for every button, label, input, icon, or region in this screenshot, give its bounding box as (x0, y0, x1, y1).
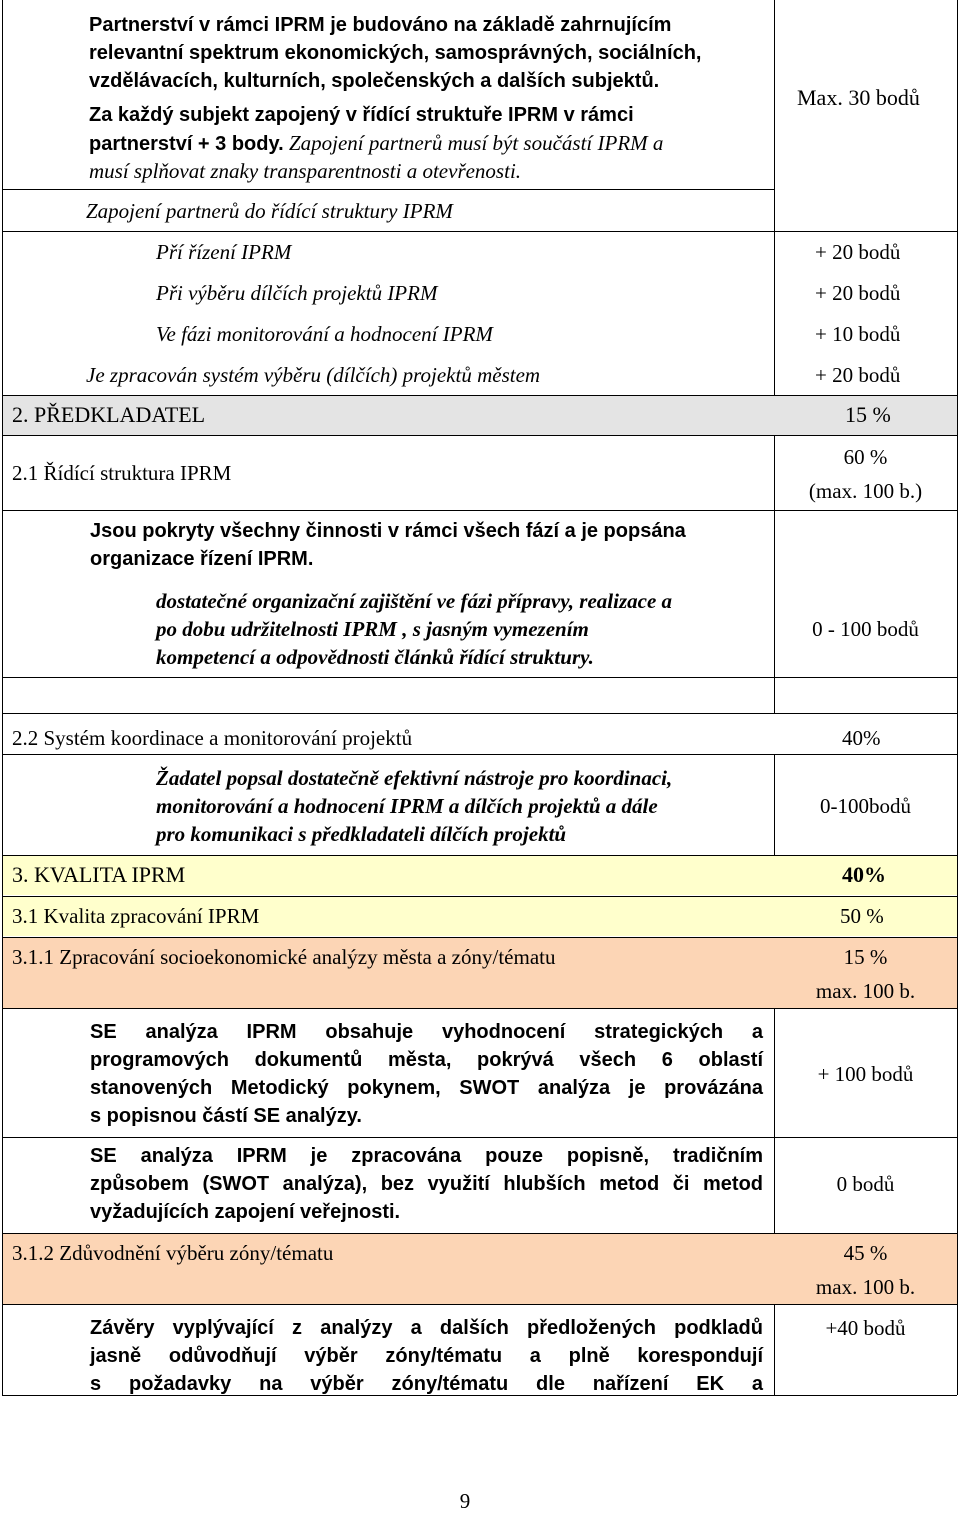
section2-1-coverage-line: organizace řízení IPRM. (90, 548, 314, 570)
involvement-item-points: + 20 bodů (815, 240, 901, 264)
row-line (2, 1304, 957, 1305)
section2-1-criteria-line: po dobu udržitelnosti IPRM , s jasným vymezením (156, 617, 589, 641)
involvement-item-points: + 10 bodů (815, 322, 901, 346)
section3-1-1-max: max. 100 b. (815, 979, 916, 1003)
row-line (2, 855, 957, 856)
partnership-requirement: Zapojení partnerů musí být součástí IPRM a (283, 131, 664, 155)
se-analysis-basic-line: způsobem (SWOT analýza), bez využití hlubších metod či metod (90, 1173, 763, 1195)
zone-justification-line: jasně odůvodňují výběr zóny/tématu a plně korespondují (90, 1345, 763, 1367)
se-analysis-full-line: stanovených Metodický pokynem, SWOT analýza je provázána (90, 1077, 763, 1099)
border-right (957, 0, 958, 1395)
row-line (2, 510, 957, 511)
section2-1-coverage-line: Jsou pokryty všechny činnosti v rámci všech fází a je popsána (90, 520, 686, 542)
section2-2-points: 0-100bodů (820, 794, 911, 818)
section3-percent: 40% (842, 862, 886, 887)
partnership-bonus: partnerství + 3 body. (89, 133, 284, 155)
selection-system-points: + 20 bodů (815, 363, 901, 387)
row-line (2, 395, 957, 396)
row-line (2, 713, 957, 714)
involvement-item-label: Ve fázi monitorování a hodnocení IPRM (156, 322, 493, 346)
se-analysis-basic-points: 0 bodů (836, 1172, 895, 1196)
section3-1-2-percent: 45 % (843, 1241, 888, 1265)
partnership-text-line: vzdělávacích, kulturních, společenských a dalších subjektů. (89, 70, 660, 92)
zone-justification-line: Závěry vyplývající z analýzy a dalších předložených podkladů (90, 1317, 763, 1339)
row-line (2, 189, 774, 190)
se-analysis-full-line: programových dokumentů města, pokrývá všech 6 oblastí (90, 1049, 763, 1071)
se-analysis-full-points: + 100 bodů (817, 1062, 914, 1086)
section3-1-title: 3.1 Kvalita zpracování IPRM (12, 904, 260, 928)
row-line (2, 937, 957, 938)
section3-1-2-title: 3.1.2 Zdůvodnění výběru zóny/tématu (12, 1241, 334, 1265)
section3-1-1-percent: 15 % (843, 945, 888, 969)
row-line (2, 896, 957, 897)
partnership-max-points: Max. 30 bodů (797, 85, 920, 110)
row-line (2, 1008, 957, 1009)
section2-1-criteria-line: dostatečné organizační zajištění ve fázi přípravy, realizace a (156, 589, 673, 613)
partnership-text-line: Partnerství v rámci IPRM je budováno na základě zahrnujícím (89, 14, 672, 36)
section3-1-2-max: max. 100 b. (815, 1275, 916, 1299)
section2-2-criteria-line: Žadatel popsal dostatečně efektivní nástroje pro koordinaci, (156, 766, 673, 790)
se-analysis-basic-line: vyžadujících zapojení veřejnosti. (90, 1201, 401, 1223)
section2-1-title: 2.1 Řídící struktura IPRM (12, 461, 232, 485)
se-analysis-full-line: SE analýza IPRM obsahuje vyhodnocení strategických a (90, 1021, 763, 1043)
selection-system-text: Je zpracován systém výběru (dílčích) projektů městem (86, 363, 541, 387)
section3-1-1-title: 3.1.1 Zpracování socioekonomické analýzy města a zóny/tématu (12, 945, 556, 969)
row-line (2, 1137, 957, 1138)
section2-1-points: 0 - 100 bodů (812, 617, 919, 641)
involvement-item-points: + 20 bodů (815, 281, 901, 305)
row-line (2, 754, 957, 755)
section2-percent: 15 % (845, 402, 891, 427)
section2-2-title: 2.2 Systém koordinace a monitorování projektů (12, 726, 413, 750)
row-line (774, 231, 957, 232)
se-analysis-basic-line: SE analýza IPRM je zpracována pouze popisně, tradičním (90, 1145, 763, 1167)
zone-justification-line: s požadavky na výběr zóny/tématu dle nařízení EK a (90, 1373, 763, 1395)
column-divider-a (774, 0, 775, 395)
se-analysis-full-line: s popisnou částí SE analýzy. (90, 1105, 362, 1127)
section2-1-percent: 60 % (843, 445, 888, 469)
row-line (2, 1233, 957, 1234)
section2-title: 2. PŘEDKLADATEL (12, 402, 206, 427)
row-line (2, 435, 957, 436)
zone-justification-points: +40 bodů (825, 1316, 906, 1340)
row-line (2, 677, 957, 678)
column-divider-d (774, 1008, 775, 1233)
section2-1-max: (max. 100 b.) (808, 479, 923, 503)
partnership-text-line (89, 129, 663, 158)
border-left (2, 0, 3, 1395)
page-number: 9 (459, 1489, 471, 1513)
section2-1-criteria-line: kompetencí a odpovědnosti článků řídící struktury. (156, 645, 594, 669)
section3-1-percent: 50 % (840, 904, 884, 928)
row-line (2, 231, 774, 232)
partnership-text-line: musí splňovat znaky transparentnosti a otevřenosti. (89, 159, 522, 183)
involvement-item-label: Pří řízení IPRM (156, 240, 292, 264)
section2-2-criteria-line: monitorování a hodnocení IPRM a dílčích projektů a dále (156, 794, 658, 818)
section2-2-percent: 40% (842, 726, 881, 750)
involvement-item-label: Při výběru dílčích projektů IPRM (156, 281, 438, 305)
partnership-text-line: relevantní spektrum ekonomických, samosprávných, sociálních, (89, 42, 702, 64)
partnership-text-line: Za každý subjekt zapojený v řídící struktuře IPRM v rámci (89, 104, 634, 126)
section2-2-criteria-line: pro komunikaci s předkladateli dílčích projektů (156, 822, 567, 846)
involvement-heading: Zapojení partnerů do řídící struktury IPRM (86, 199, 453, 223)
section3-title: 3. KVALITA IPRM (12, 862, 186, 887)
